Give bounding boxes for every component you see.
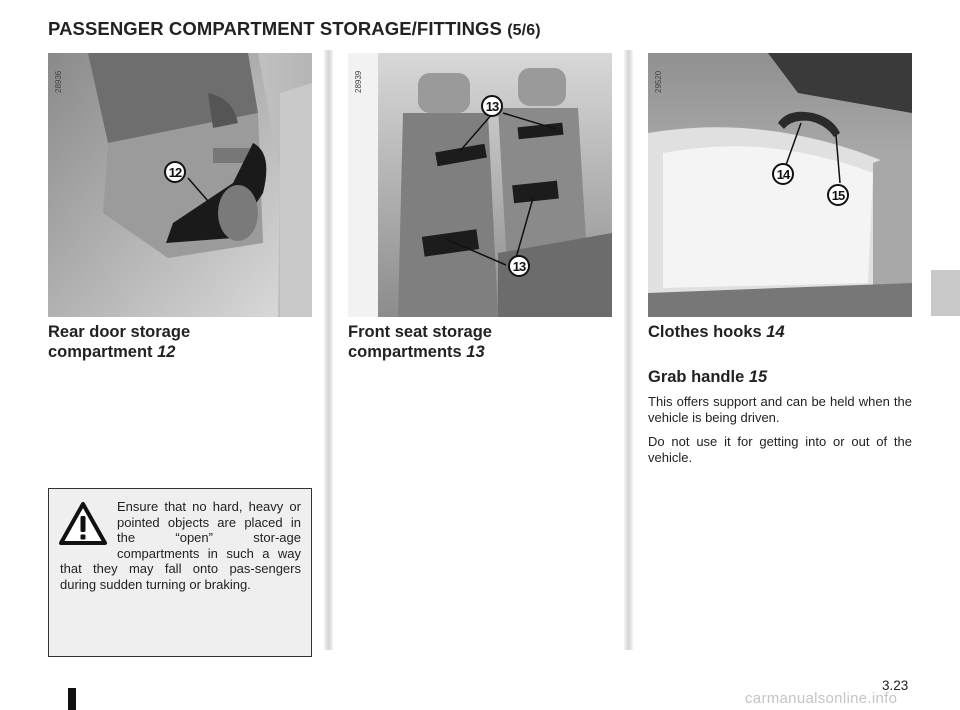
callout-12: 12 (164, 161, 186, 183)
front-seat-storage-heading: Front seat storage compartments 13 (348, 323, 492, 361)
grab-handle-paragraph-2: Do not use it for getting into or out of the vehicle. (648, 434, 912, 465)
photo-code-label: 28936 (54, 70, 63, 93)
callout-13-upper: 13 (481, 95, 503, 117)
chapter-tab-marker (931, 270, 960, 316)
clothes-hooks-heading: Clothes hooks 14 (648, 323, 785, 341)
page-title (48, 18, 541, 40)
grab-handle-photo (648, 53, 912, 317)
reference-15: 15 (748, 368, 768, 386)
photo-code-label: 28939 (354, 70, 363, 93)
warning-box (48, 488, 312, 657)
reference-12: 12 (157, 343, 176, 361)
photo-code-label: 29520 (654, 70, 663, 93)
rear-door-photo (48, 53, 312, 317)
warning-text (60, 499, 301, 592)
callout-14: 14 (772, 163, 794, 185)
rear-door-storage-heading: Rear door storage compartment 12 (48, 323, 191, 361)
reference-13: 13 (466, 343, 485, 361)
grab-handle-paragraph-1: This offers support and can be held when the vehicle is being driven. (648, 394, 912, 425)
callout-15: 15 (827, 184, 849, 206)
watermark: carmanualsonline.info (745, 690, 898, 707)
page-title-part: (5/6) (507, 22, 541, 39)
warning-message: Ensure that no hard, heavy or pointed objects are placed in the “open” stor-age compartments in such a way that they may fall onto pas-sengers during sudden turning or braking. (60, 499, 301, 592)
callout-13-lower: 13 (508, 255, 530, 277)
column-divider-left (324, 50, 333, 650)
page-title-main: PASSENGER COMPARTMENT STORAGE/FITTINGS (48, 18, 502, 39)
front-seats-photo (348, 53, 612, 317)
page-number: 3.23 (882, 678, 909, 693)
column-divider-right (624, 50, 633, 650)
grab-handle-heading: Grab handle 15 (648, 368, 768, 386)
reference-14: 14 (766, 323, 785, 341)
binding-mark (68, 688, 76, 710)
